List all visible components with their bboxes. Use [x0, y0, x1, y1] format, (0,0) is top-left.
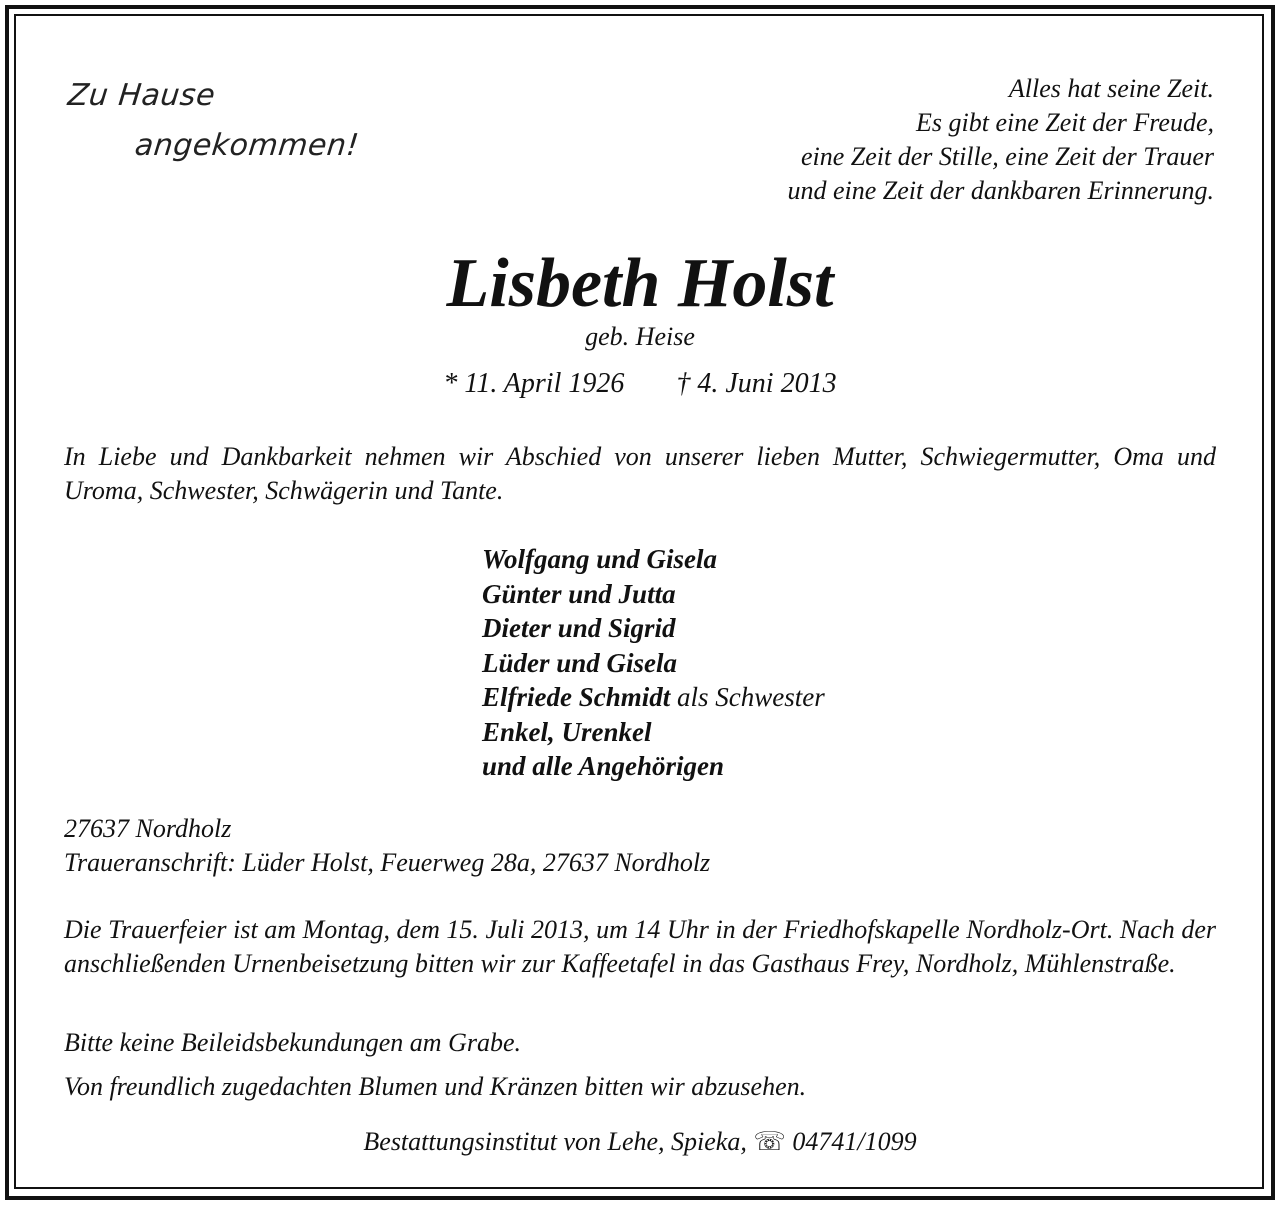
script-heading-line-2: angekommen! — [133, 128, 361, 163]
death-date: † 4. Juni 2013 — [676, 368, 837, 399]
mourner-item — [482, 680, 825, 715]
motto-line: und eine Zeit der dankbaren Erinnerung. — [787, 176, 1214, 205]
mourner-item — [482, 715, 825, 750]
deceased-name: Lisbeth Holst — [446, 245, 834, 322]
mourner-name: Lüder und Gisela — [482, 647, 678, 678]
address-block — [64, 812, 710, 880]
mourner-name: Wolfgang und Gisela — [482, 544, 718, 574]
undertaker-footer — [0, 1127, 1280, 1157]
mourner-name: und alle Angehörigen — [482, 751, 725, 781]
mourner-item — [482, 749, 825, 784]
mourner-name: Elfriede Schmidt — [482, 682, 671, 712]
condolence-note: Bitte keine Beileidsbekundungen am Grabe. — [64, 1028, 522, 1057]
mourner-relation: als Schwester — [670, 682, 825, 712]
mourner-name: Günter und Jutta — [482, 578, 676, 609]
motto-line: Alles hat seine Zeit. — [1008, 74, 1214, 103]
mourner-name: Enkel, Urenkel — [482, 716, 652, 747]
motto-line: Es gibt eine Zeit der Freude, — [916, 108, 1214, 137]
birth-name: geb. Heise — [585, 322, 695, 351]
mourner-item — [482, 542, 825, 577]
motto-quote — [787, 72, 1214, 208]
mourner-name: Dieter und Sigrid — [482, 613, 676, 643]
mourner-item — [482, 611, 825, 646]
place: 27637 Nordholz — [64, 814, 232, 843]
undertaker-name: Bestattungsinstitut von Lehe, Spieka, — [363, 1127, 747, 1156]
phone-number: 04741/1099 — [792, 1127, 917, 1156]
farewell-text: In Liebe und Dankbarkeit nehmen wir Abschied von unserer lieben Mutter, Schwiegermutter, Oma und Uroma, Schwester, Schwägerin und Tante. — [64, 442, 1216, 505]
flowers-note: Von freundlich zugedachten Blumen und Kränzen bitten wir abzusehen. — [64, 1072, 807, 1101]
mourner-item — [482, 646, 825, 681]
birth-date: * 11. April 1926 — [443, 368, 625, 399]
mourners-list — [482, 542, 825, 784]
ceremony-info: Die Trauerfeier ist am Montag, dem 15. Juli 2013, um 14 Uhr in der Friedhofskapelle Nordholz-Ort. Nach der anschließenden Urnenbeisetzung bitten wir zur Kaffeetafel in das Gasthaus Frey, Nordholz, Mühlenstraße. — [64, 915, 1216, 978]
life-dates — [0, 368, 1280, 400]
mourner-item — [482, 577, 825, 612]
motto-line: eine Zeit der Stille, eine Zeit der Trauer — [800, 142, 1214, 171]
mourning-address: Traueranschrift: Lüder Holst, Feuerweg 28a, 27637 Nordholz — [64, 848, 711, 877]
telephone-icon: ☏ — [753, 1127, 786, 1156]
script-heading-line-1: Zu Hause — [66, 78, 217, 113]
